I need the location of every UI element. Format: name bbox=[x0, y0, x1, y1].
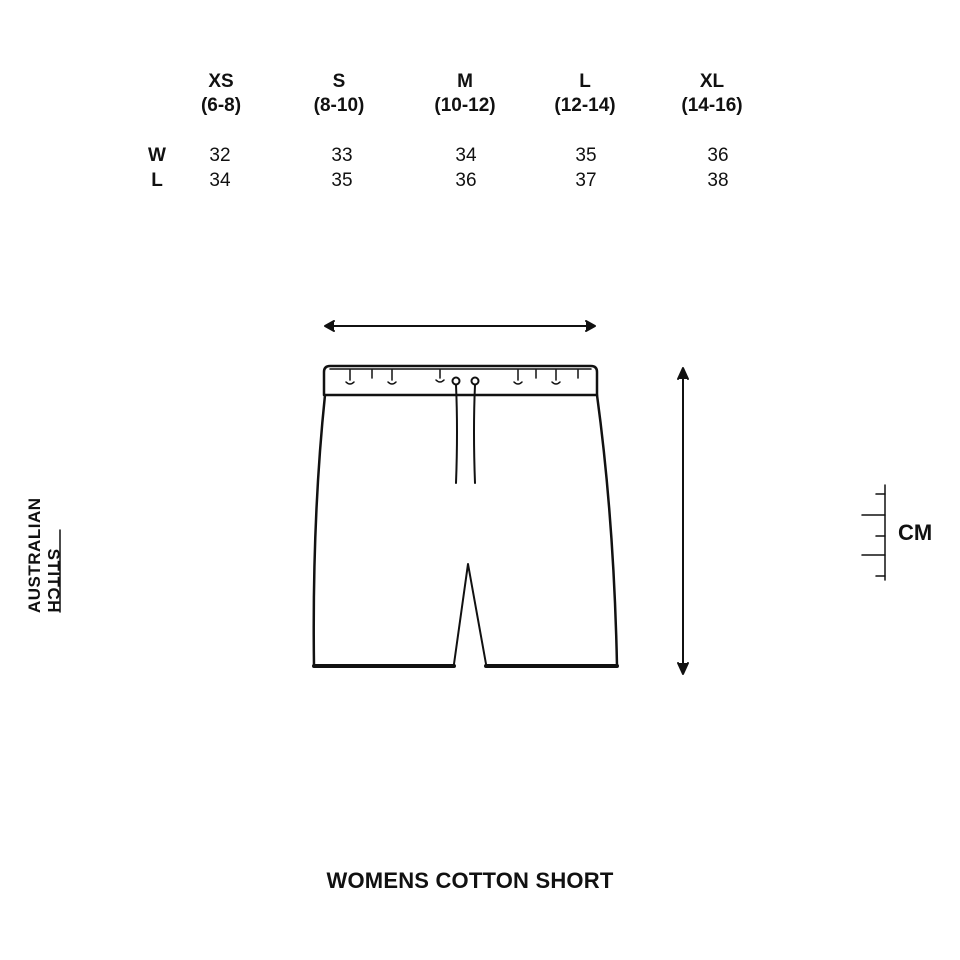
width-arrow bbox=[325, 321, 595, 331]
waistband bbox=[324, 366, 597, 395]
cell-l-s: 35 bbox=[331, 170, 353, 191]
cell-l-l: 37 bbox=[575, 170, 597, 191]
size-label: L bbox=[579, 71, 591, 92]
cell-w-xl: 36 bbox=[707, 145, 729, 166]
size-range: (14-16) bbox=[681, 95, 743, 116]
size-range: (6-8) bbox=[200, 95, 242, 116]
brand-logo bbox=[23, 483, 63, 613]
shorts-body bbox=[314, 395, 617, 666]
size-label: XS bbox=[208, 71, 234, 92]
product-title: WOMENS COTTON SHORT bbox=[326, 868, 614, 893]
cell-l-xs: 34 bbox=[209, 170, 231, 191]
size-label: XL bbox=[699, 71, 725, 92]
drawstring bbox=[453, 378, 479, 484]
size-range: (10-12) bbox=[434, 95, 496, 116]
cell-l-xl: 38 bbox=[707, 170, 729, 191]
cell-w-l: 35 bbox=[575, 145, 597, 166]
unit-label: CM bbox=[898, 520, 933, 545]
cell-w-xs: 32 bbox=[209, 145, 231, 166]
row-label-waist: W bbox=[148, 145, 166, 166]
size-label: M bbox=[457, 71, 473, 92]
cell-w-s: 33 bbox=[331, 145, 353, 166]
ruler-icon bbox=[862, 485, 885, 580]
row-label-length: L bbox=[151, 170, 163, 191]
cell-l-m: 36 bbox=[455, 170, 477, 191]
size-range: (12-14) bbox=[554, 95, 616, 116]
cell-w-m: 34 bbox=[455, 145, 477, 166]
length-arrow bbox=[678, 368, 688, 674]
size-range: (8-10) bbox=[313, 95, 365, 116]
size-label: S bbox=[332, 71, 346, 92]
brand-line-2: STITCH bbox=[44, 548, 63, 613]
brand-line-1: AUSTRALIAN bbox=[25, 497, 44, 613]
